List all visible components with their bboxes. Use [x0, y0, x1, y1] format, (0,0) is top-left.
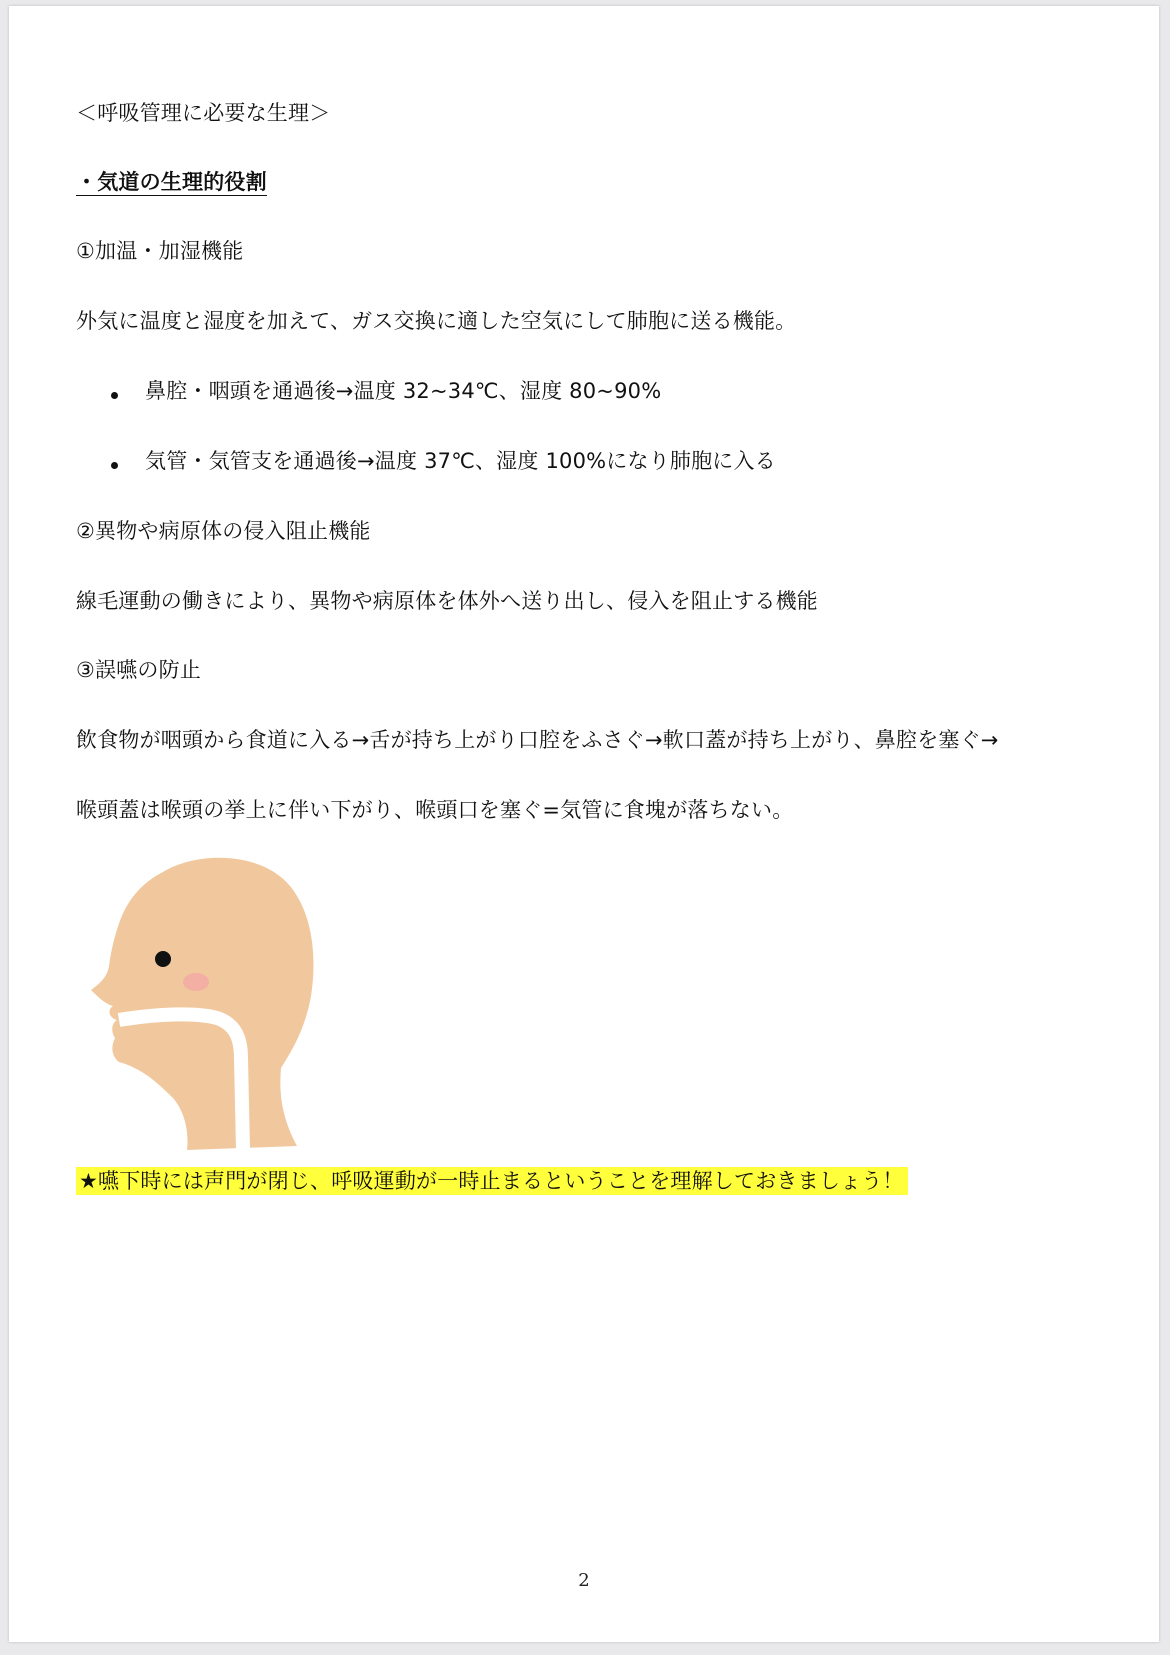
bullet-icon	[111, 392, 118, 399]
highlight-note-text: ★嚥下時には声門が閉じ、呼吸運動が一時止まるということを理解しておきましょう！	[76, 1167, 908, 1195]
item-3-heading: ③誤嚥の防止	[76, 658, 202, 682]
page-number: 2	[578, 1570, 590, 1591]
item-3-body-line-2: 喉頭蓋は喉頭の挙上に伴い下がり、喉頭口を塞ぐ=気管に食塊が落ちない。	[76, 798, 794, 822]
section-heading	[76, 167, 267, 197]
head-profile-icon	[85, 854, 325, 1154]
item-2-heading: ②異物や病原体の侵入阻止機能	[76, 519, 371, 543]
item-1-bullet-2: 気管・気管支を通過後→温度 37℃、湿度 100%になり肺胞に入る	[145, 449, 776, 473]
document-page	[9, 6, 1159, 1642]
document-title: ＜呼吸管理に必要な生理＞	[76, 101, 331, 125]
item-3-body-line-1: 飲食物が咽頭から食道に入る→舌が持ち上がり口腔をふさぐ→軟口蓋が持ち上がり、鼻腔を塞ぐ→	[76, 728, 999, 752]
section-heading-text: ・気道の生理的役割	[76, 170, 267, 194]
highlight-note	[76, 1166, 908, 1196]
item-2-body: 線毛運動の働きにより、異物や病原体を体外へ送り出し、侵入を阻止する機能	[76, 589, 818, 613]
head-profile-swallowing-illustration	[85, 854, 325, 1154]
item-1-heading: ①加温・加湿機能	[76, 239, 244, 263]
bullet-icon	[111, 462, 118, 469]
item-1-body: 外気に温度と湿度を加えて、ガス交換に適した空気にして肺胞に送る機能。	[76, 309, 797, 333]
item-1-bullet-1: 鼻腔・咽頭を通過後→温度 32~34℃、湿度 80~90%	[145, 379, 662, 403]
